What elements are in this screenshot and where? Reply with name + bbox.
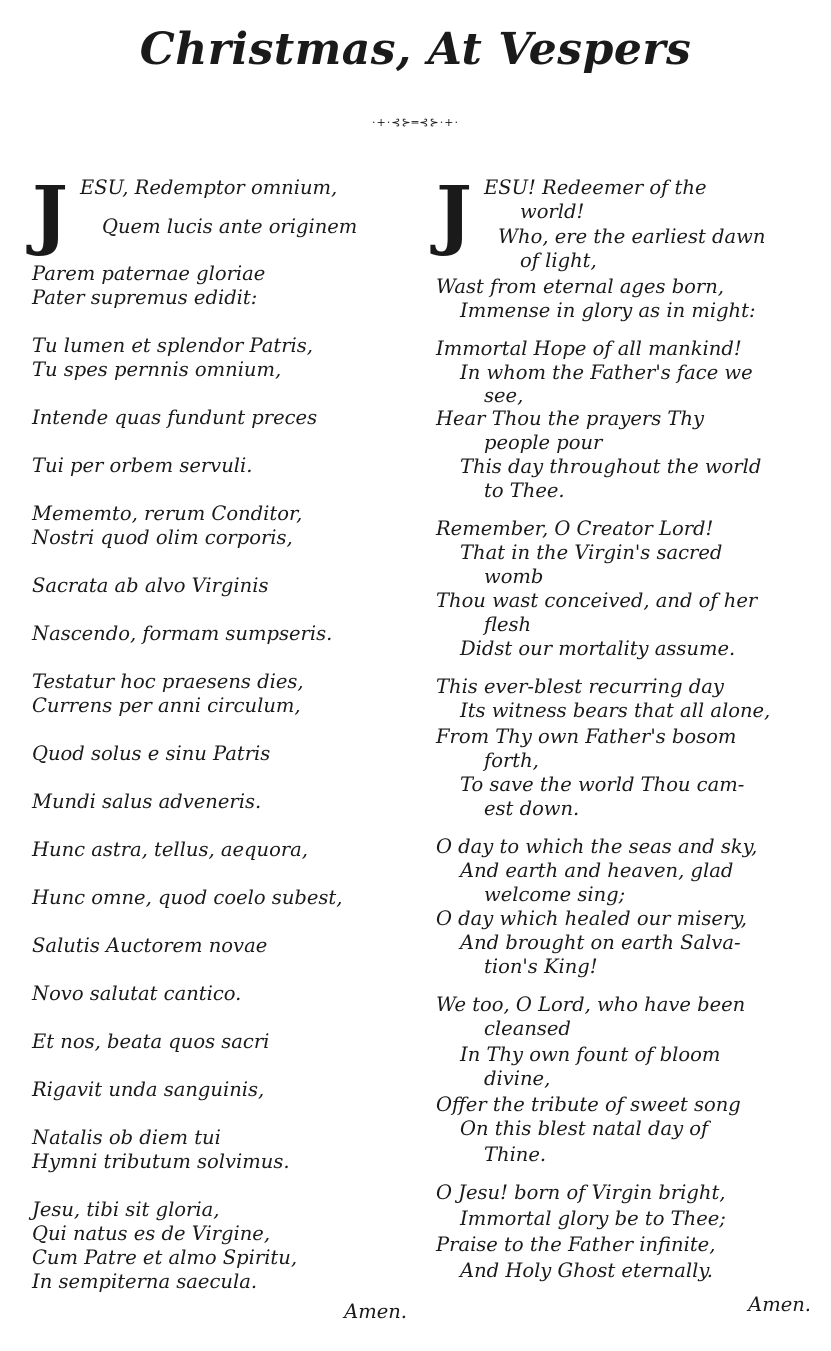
english-line: On this blest natal day of bbox=[460, 1117, 709, 1140]
english-line: divine, bbox=[484, 1067, 551, 1090]
english-line: In Thy own fount of bloom bbox=[460, 1043, 721, 1066]
english-line: That in the Virgin's sacred bbox=[460, 541, 723, 564]
latin-line: Parem paternae gloriae bbox=[32, 262, 266, 285]
english-line: womb bbox=[484, 565, 544, 588]
latin-line: Tu spes pernnis omnium, bbox=[32, 358, 282, 381]
latin-line: Intende quas fundunt preces bbox=[32, 406, 318, 429]
latin-line: Currens per anni circulum, bbox=[32, 694, 301, 717]
drop-cap: J bbox=[32, 169, 68, 258]
english-line: Immense in glory as in might: bbox=[460, 299, 756, 322]
latin-line: Hymni tributum solvimus. bbox=[32, 1150, 290, 1173]
english-line: world! bbox=[520, 200, 585, 223]
english-line: welcome sing; bbox=[484, 883, 626, 906]
latin-column bbox=[32, 169, 417, 1324]
english-line: And Holy Ghost eternally. bbox=[460, 1259, 713, 1282]
english-line: This day throughout the world bbox=[460, 455, 762, 478]
english-line: tion's King! bbox=[484, 955, 598, 978]
latin-line: Hunc omne, quod coelo subest, bbox=[32, 886, 343, 909]
page-title: Christmas, At Vespers bbox=[139, 24, 692, 75]
english-first-line: ESU! Redeemer of the bbox=[484, 176, 707, 199]
english-line: Thou wast conceived, and of her bbox=[436, 589, 758, 612]
english-line: Didst our mortality assume. bbox=[460, 637, 736, 660]
english-line: Praise to the Father infinite, bbox=[436, 1233, 716, 1256]
english-line: And earth and heaven, glad bbox=[460, 859, 734, 882]
latin-line: Pater supremus edidit: bbox=[32, 286, 258, 309]
latin-line: Jesu, tibi sit gloria, bbox=[32, 1198, 220, 1221]
latin-line: Rigavit unda sanguinis, bbox=[32, 1078, 265, 1101]
english-line: O day to which the seas and sky, bbox=[436, 835, 758, 858]
latin-line: Et nos, beata quos sacri bbox=[32, 1030, 270, 1053]
english-line: cleansed bbox=[484, 1017, 571, 1040]
english-line: see, bbox=[484, 384, 524, 407]
latin-line: Testatur hoc praesens dies, bbox=[32, 670, 304, 693]
english-line: Immortal Hope of all mankind! bbox=[436, 337, 742, 360]
latin-line: Tui per orbem servuli. bbox=[32, 454, 253, 477]
drop-cap: J bbox=[436, 169, 472, 258]
latin-line: Qui natus es de Virgine, bbox=[32, 1222, 271, 1245]
latin-line: Natalis ob diem tui bbox=[32, 1126, 221, 1149]
ornament-divider: ·+·⊰⊱═⊰⊱·+· bbox=[372, 116, 459, 129]
english-line: O Jesu! born of Virgin bright, bbox=[436, 1181, 726, 1204]
latin-line: Quod solus e sinu Patris bbox=[32, 742, 271, 765]
english-line: From Thy own Father's bosom bbox=[436, 725, 737, 748]
english-line: And brought on earth Salva- bbox=[460, 931, 741, 954]
latin-line: Quem lucis ante originem bbox=[102, 215, 358, 238]
english-line: Offer the tribute of sweet song bbox=[436, 1093, 741, 1116]
latin-line: Hunc astra, tellus, aequora, bbox=[32, 838, 308, 861]
english-line: We too, O Lord, who have been bbox=[436, 993, 746, 1016]
english-line: In whom the Father's face we bbox=[460, 361, 753, 384]
latin-line: Mundi salus adveneris. bbox=[32, 790, 262, 813]
english-line: O day which healed our misery, bbox=[436, 907, 747, 930]
latin-line: In sempiterna saecula. bbox=[32, 1270, 258, 1293]
english-line: of light, bbox=[520, 249, 597, 272]
english-line: Immortal glory be to Thee; bbox=[460, 1207, 726, 1230]
english-line: Its witness bears that all alone, bbox=[460, 699, 771, 722]
latin-line: Tu lumen et splendor Patris, bbox=[32, 334, 313, 357]
latin-amen: Amen. bbox=[344, 1300, 407, 1323]
english-line: Hear Thou the prayers Thy bbox=[436, 407, 704, 430]
english-line: To save the world Thou cam- bbox=[460, 773, 745, 796]
english-line: flesh bbox=[484, 613, 532, 636]
english-line: to Thee. bbox=[484, 479, 565, 502]
english-line: Who, ere the earliest dawn bbox=[498, 225, 766, 248]
latin-line: Salutis Auctorem novae bbox=[32, 934, 268, 957]
english-line: est down. bbox=[484, 797, 580, 820]
english-line: This ever-blest recurring day bbox=[436, 675, 724, 698]
english-column bbox=[436, 169, 821, 1317]
latin-line: Mememto, rerum Conditor, bbox=[32, 502, 303, 525]
latin-line: Cum Patre et almo Spiritu, bbox=[32, 1246, 298, 1269]
latin-first-line: ESU, Redemptor omnium, bbox=[80, 176, 338, 199]
latin-line: Nostri quod olim corporis, bbox=[32, 526, 293, 549]
latin-line: Nascendo, formam sumpseris. bbox=[32, 622, 333, 645]
latin-line: Novo salutat cantico. bbox=[32, 982, 242, 1005]
english-line: people pour bbox=[484, 431, 603, 454]
english-line: Wast from eternal ages born, bbox=[436, 275, 724, 298]
english-amen: Amen. bbox=[748, 1293, 811, 1316]
latin-line: Sacrata ab alvo Virginis bbox=[32, 574, 269, 597]
english-line: Thine. bbox=[484, 1143, 547, 1166]
english-line: forth, bbox=[484, 749, 539, 772]
english-line: Remember, O Creator Lord! bbox=[436, 517, 714, 540]
